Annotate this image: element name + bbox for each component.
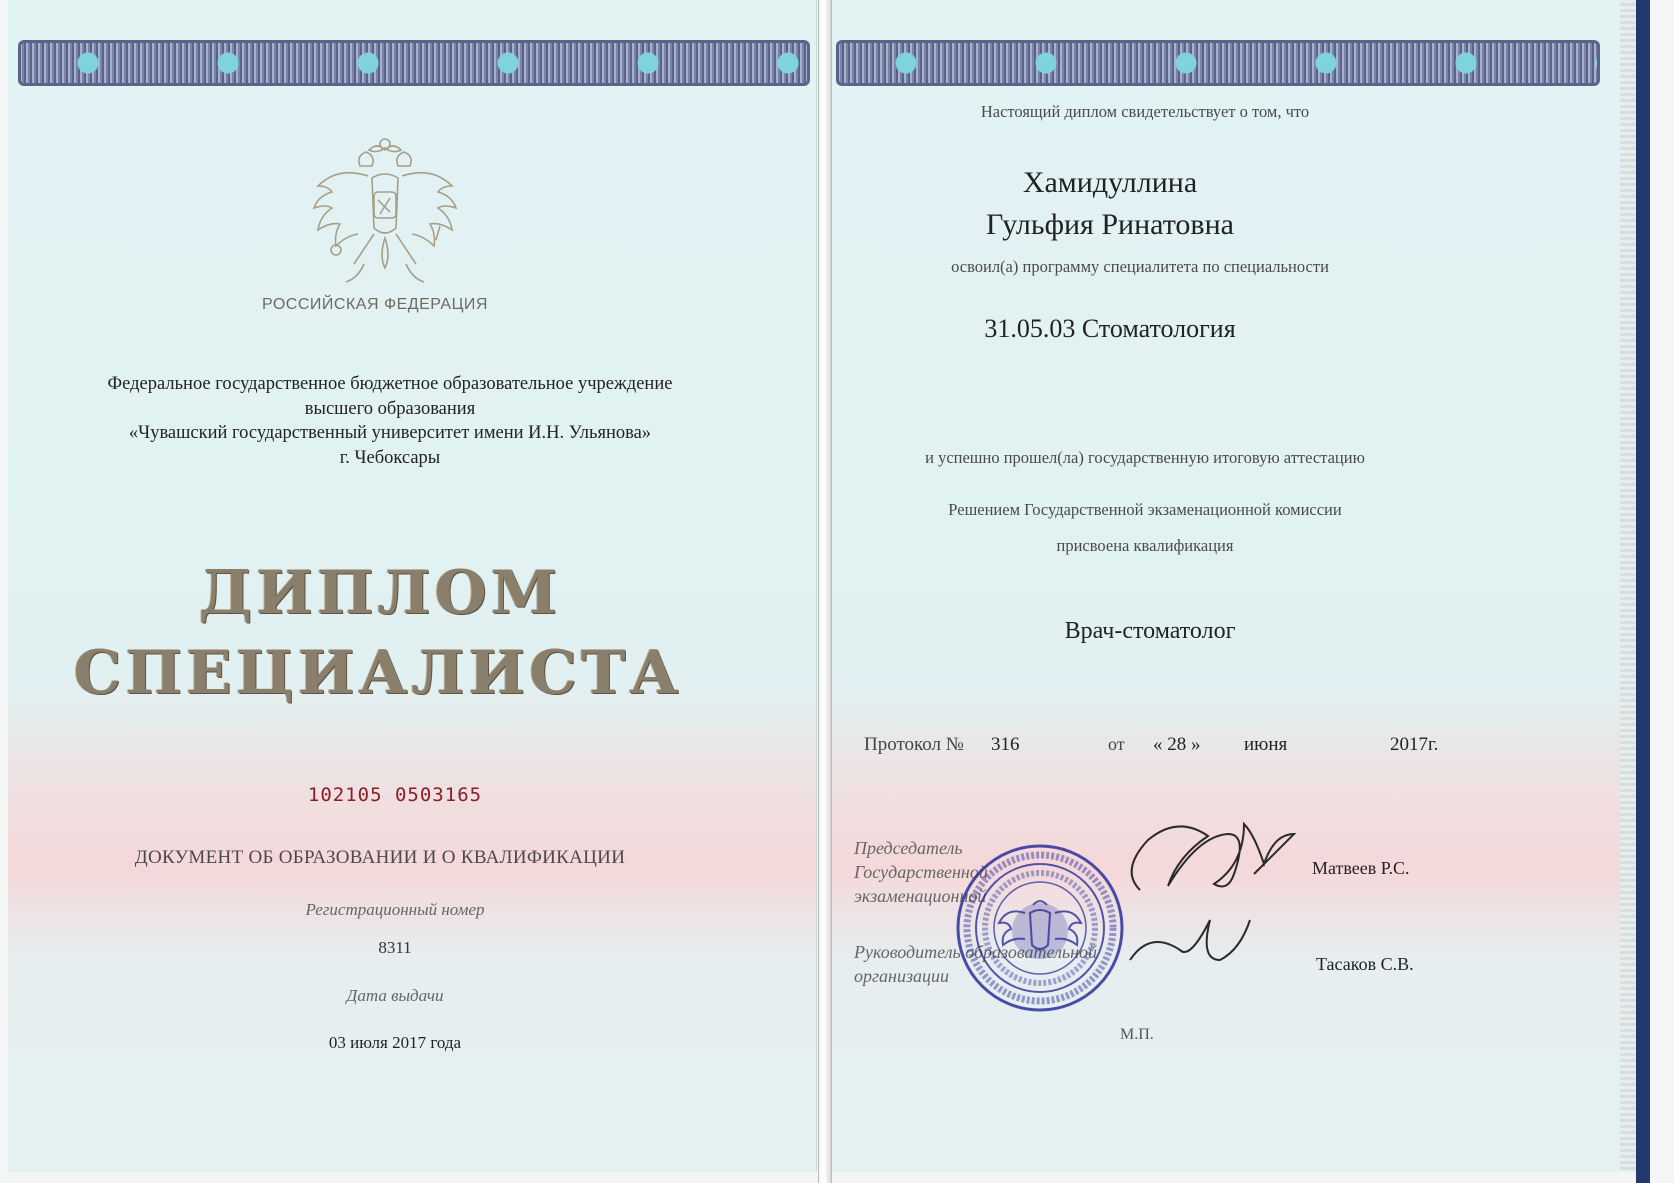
graduate-surname: Хамидуллина	[1022, 166, 1198, 199]
head-title-line: организации	[854, 966, 949, 986]
date-from-label: от	[1108, 734, 1125, 754]
chair-title-line: Государственной	[854, 862, 988, 882]
issue-date: 03 июля 2017 года	[328, 1033, 462, 1052]
attestation-text: и успешно прошел(ла) государственную итоговую аттестацию	[925, 448, 1365, 467]
decision-line2: присвоена квалификация	[1056, 536, 1234, 555]
registration-number: 8311	[378, 938, 412, 957]
program-text: освоил(а) программу специалитета по специальности	[951, 257, 1329, 276]
intro-text: Настоящий диплом свидетельствует о том, что	[980, 102, 1310, 121]
institution-line: г. Чебоксары	[339, 447, 441, 468]
qualification: Врач-стоматолог	[1064, 618, 1236, 644]
chair-title-line: экзаменационной	[854, 886, 987, 906]
protocol-label: Протокол №	[864, 734, 964, 755]
year-value: 2017	[1390, 734, 1428, 755]
institution-line: высшего образования	[304, 398, 476, 419]
decision-line1: Решением Государственной экзаменационной комиссии	[948, 500, 1342, 519]
head-signature	[1120, 900, 1260, 990]
head-name: Тасаков С.В.	[1316, 954, 1414, 974]
binding-ribbon	[818, 0, 832, 1183]
official-seal	[955, 843, 1125, 1013]
protocol-year	[1390, 734, 1438, 756]
stamp-place-label: М.П.	[1120, 1026, 1154, 1043]
cover-edge-texture	[1620, 0, 1636, 1172]
protocol-number: 316	[991, 734, 1020, 755]
year-suffix: г.	[1428, 734, 1439, 755]
specialty: 31.05.03 Стоматология	[984, 314, 1236, 343]
protocol-day: « 28 »	[1153, 734, 1201, 755]
diploma-title-line2: СПЕЦИАЛИСТА	[73, 638, 683, 708]
institution-line: Федеральное государственное бюджетное образовательное учреждение	[107, 374, 673, 394]
institution-block	[20, 372, 760, 470]
ornament-band-right	[836, 40, 1600, 86]
chair-name: Матвеев Р.С.	[1312, 858, 1410, 878]
ornament-band-left	[18, 40, 810, 86]
registration-label: Регистрационный номер	[305, 900, 485, 919]
institution-line: «Чувашский государственный университет имени И.Н. Ульянова»	[128, 423, 652, 443]
issue-date-label: Дата выдачи	[346, 986, 444, 1005]
country-name: РОССИЙСКАЯ ФЕДЕРАЦИЯ	[262, 296, 488, 313]
diploma-title-line1: ДИПЛОМ	[198, 558, 562, 628]
protocol-month: июня	[1244, 734, 1288, 755]
head-title-line: Руководитель образовательной	[854, 942, 1098, 962]
document-type: ДОКУМЕНТ ОБ ОБРАЗОВАНИИ И О КВАЛИФИКАЦИИ	[134, 847, 626, 868]
graduate-given-names: Гульфия Ринатовна	[986, 208, 1234, 241]
serial-number: 102105 0503165	[307, 784, 483, 806]
cover-edge	[1636, 0, 1650, 1183]
coat-of-arms-emblem	[300, 130, 470, 298]
chair-title-line: Председатель	[854, 838, 963, 858]
